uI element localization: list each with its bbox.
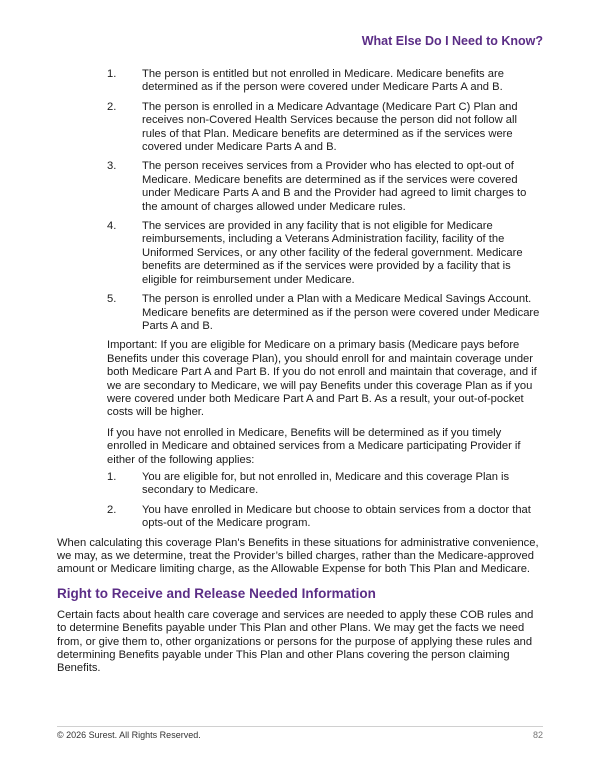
calculating-paragraph: When calculating this coverage Plan's Benefits in these situations for administrative convenience, we may, as we determine, treat the Provider’s billed charges, rather than the Medicare-approved amount or Medicare limiting charge, as the Allowable Expense for both This Plan and Medicare. [57,536,539,576]
list-item-text: The person receives services from a Provider who has elected to opt-out of Medicare. Medicare benefits are determined as if the services were covered under Medicare Parts A and B and the Provider had agreed to limit charges to the amount of charges allowed under Medicare rules. [142,160,527,213]
list-item-number: 4. [107,220,117,233]
list-item-number: 1. [107,68,117,80]
list-item [107,504,543,531]
list-item-text: The services are provided in any facility that is not eligible for Medicare reimbursements, including a Veterans Administration facility, facility of the Uniformed Services, or any other facility of the federal government. Medicare benefits are determined as if the services were provided by a facility that is eligible for reimbursement under Medicare. [142,220,523,286]
list-item [107,471,543,498]
page-header-title: What Else Do I Need to Know? [361,34,543,48]
important-paragraph: Important: If you are eligible for Medicare on a primary basis (Medicare pays before Benefits under this coverage Plan), you should enroll for and maintain coverage under both Medicare Part A and Part B. If you do not enroll and maintain that coverage, and if we are secondary to Medicare, we will pay Benefits under this coverage Plan as if you were covered under both Medicare Part A and Part B. As a result, your out-of-pocket costs will be higher. [107,339,537,419]
section-body: Certain facts about health care coverage and services are needed to apply these COB rules and to determine Benefits payable under This Plan and other Plans. We may get the facts we need from, or give them to, other organizations or persons for the purpose of applying these rules and determining Benefits payable under This Plan and other Plans covering the person claiming Benefits. [57,608,534,675]
list-item [107,220,543,287]
list-item-number: 1. [107,470,117,483]
footer-copyright: © 2026 Surest. All Rights Reserved. [57,730,201,740]
page-footer [57,726,543,740]
medicare-conditions-list [107,68,543,333]
list-item [107,101,543,155]
list-item-number: 2. [107,503,117,516]
list-item-text: The person is enrolled under a Plan with a Medicare Medical Savings Account. Medicare benefits are determined as if the person were covered under Medicare Parts A and B. [142,293,540,332]
page-content [57,68,543,683]
list-item-text: You have enrolled in Medicare but choose to obtain services from a doctor that opts-out of the Medicare program. [142,503,531,530]
list-item [107,160,543,214]
list-item-text: You are eligible for, but not enrolled in, Medicare and this coverage Plan is secondary to Medicare. [142,470,510,497]
not-enrolled-paragraph: If you have not enrolled in Medicare, Benefits will be determined as if you timely enrolled in Medicare and obtained services from a Medicare participating Provider if either of the following applies: [107,426,521,466]
applies-conditions-list [107,471,543,531]
list-item [107,293,543,333]
list-item-number: 2. [107,100,117,113]
list-item [107,68,543,95]
list-item-number: 3. [107,160,117,173]
list-item-text: The person is entitled but not enrolled in Medicare. Medicare benefits are determined as if the person were covered under Medicare Parts A and B. [142,68,504,94]
page-number: 82 [532,730,543,740]
list-item-number: 5. [107,293,117,306]
section-heading: Right to Receive and Release Needed Information [57,585,376,601]
list-item-text: The person is enrolled in a Medicare Advantage (Medicare Part C) Plan and receives non-Covered Health Services because the person did not follow all rules of that Plan. Medicare benefits are determined as if the services were covered under Medicare Parts A and B. [142,100,518,154]
